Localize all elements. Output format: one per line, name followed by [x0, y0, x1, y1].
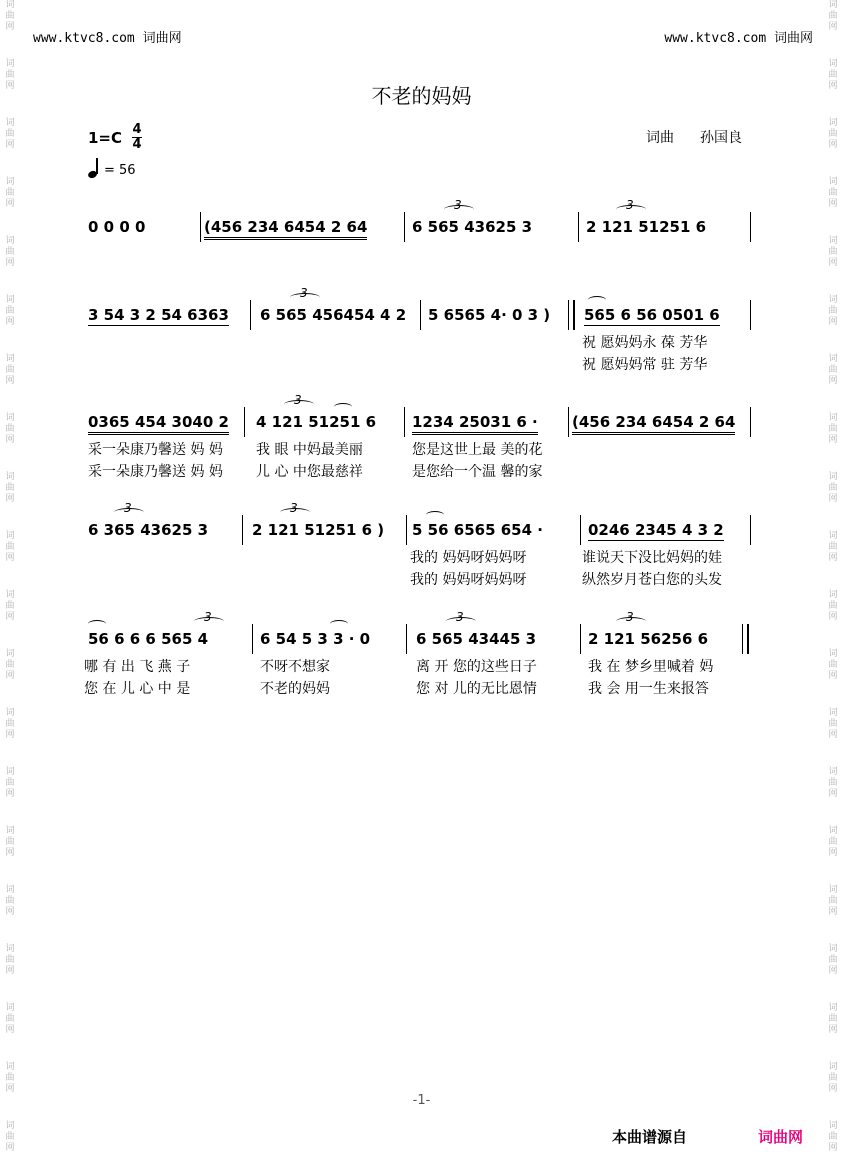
lyric-verse-2: 采一朵康乃馨送 妈 妈 儿 心 中您最慈祥 是您给一个温 馨的家 [88, 464, 543, 480]
watermark-unit: 词 曲 网 [5, 1062, 15, 1094]
watermark-unit: 词 曲 网 [5, 472, 15, 504]
credits [646, 127, 742, 147]
staff-row: 56 6 6 6 565 4 3 6 54 5 3 3 · 0 6 565 43445 3 3 2 121 56256 6 3 [84, 624, 754, 654]
credit-role: 词曲 [646, 130, 674, 146]
music-system-5 [84, 610, 754, 698]
staff-row: 3 54 3 2 54 6363 6 565 456454 4 2 3 5 6565 4· 0 3 ) 565 6 56 0501 6 [84, 300, 754, 330]
watermark-unit: 词 曲 网 [828, 0, 838, 32]
watermark-unit: 词 曲 网 [5, 885, 15, 917]
song-title: 不老的妈妈 [371, 84, 472, 108]
watermark-unit: 词 曲 网 [5, 59, 15, 91]
measure-3: 6 565 43625 3 [412, 218, 533, 236]
measure-1: 6 365 43625 3 [88, 521, 209, 539]
measure-4: 2 121 51251 6 [586, 218, 707, 236]
watermark-unit: 词 曲 网 [5, 590, 15, 622]
measure-4: 565 6 56 0501 6 [584, 306, 720, 324]
music-system-3 [84, 393, 754, 481]
watermark-unit: 词 曲 网 [5, 531, 15, 563]
staff-row: 6 365 43625 3 3 2 121 51251 6 ) 3 5 56 6565 654 · 0246 2345 4 3 2 [84, 515, 754, 545]
lyric-verse-1: 祝 愿妈妈永 葆 芳华 [582, 335, 708, 351]
measure-1: 56 6 6 6 565 4 [88, 630, 209, 648]
key-label: 1=C [88, 128, 123, 147]
watermark-unit: 词 曲 网 [5, 1003, 15, 1035]
quarter-note-icon [88, 158, 100, 178]
lyric-verse-2: 祝 愿妈妈常 驻 芳华 [582, 357, 708, 373]
measure-3: 5 6565 4· 0 3 ) [428, 306, 551, 324]
key-signature [88, 123, 142, 152]
staff-row: 0365 454 3040 2 4 121 51251 6 3 1234 25031 6 · (456 234 6454 2 64 [84, 407, 754, 437]
lyric-verse-2: 我的 妈妈呀妈妈呀 纵然岁月苍白您的头发 [410, 572, 722, 588]
tempo-marking [88, 158, 136, 178]
watermark-unit: 词 曲 网 [5, 826, 15, 858]
footer-source-label: 本曲谱源自 [612, 1128, 688, 1146]
watermark-unit: 词 曲 网 [5, 649, 15, 681]
measure-2: 2 121 51251 6 ) [252, 521, 385, 539]
watermark-unit: 词 曲 网 [828, 649, 838, 681]
watermark-unit: 词 曲 网 [828, 177, 838, 209]
page-number: -1- [412, 1093, 431, 1108]
watermark-unit: 词 曲 网 [828, 1062, 838, 1094]
header-url-left[interactable]: www.ktvc8.com 词曲网 [33, 31, 182, 46]
watermark-unit: 词 曲 网 [5, 1121, 15, 1153]
measure-2: (456 234 6454 2 64 [204, 218, 367, 240]
watermark-unit: 词 曲 网 [828, 472, 838, 504]
watermark-unit: 词 曲 网 [828, 118, 838, 150]
watermark-unit: 词 曲 网 [5, 708, 15, 740]
tempo-value: = 56 [104, 163, 136, 178]
watermark-unit: 词 曲 网 [5, 767, 15, 799]
watermark-unit: 词 曲 网 [828, 1121, 838, 1153]
watermark-unit: 词 曲 网 [828, 885, 838, 917]
measure-1: 0 0 0 0 [88, 218, 146, 236]
measure-2: 6 565 456454 4 2 [260, 306, 407, 324]
watermark-unit: 词 曲 网 [5, 177, 15, 209]
watermark-unit: 词 曲 网 [828, 531, 838, 563]
watermark-unit: 词 曲 网 [828, 236, 838, 268]
lyric-verse-1: 哪 有 出 飞 燕 子 不呀不想家 离 开 您的这些日子 我 在 梦乡里喊着 妈 [84, 659, 714, 675]
watermark-unit: 词 曲 网 [828, 590, 838, 622]
watermark-unit: 词 曲 网 [828, 1003, 838, 1035]
watermark-unit: 词 曲 网 [5, 118, 15, 150]
watermark-unit: 词 曲 网 [5, 413, 15, 445]
watermark-unit: 词 曲 网 [5, 354, 15, 386]
lyric-verse-2: 您 在 儿 心 中 是 不老的妈妈 您 对 儿的无比恩情 我 会 用一生来报答 [84, 681, 709, 697]
measure-1: 3 54 3 2 54 6363 [88, 306, 229, 324]
watermark-unit: 词 曲 网 [828, 354, 838, 386]
music-system-1 [84, 198, 754, 242]
watermark-unit: 词 曲 网 [5, 0, 15, 32]
time-signature: 4 4 [132, 122, 142, 152]
lyric-verse-1: 采一朵康乃馨送 妈 妈 我 眼 中妈最美丽 您是这世上最 美的花 [88, 442, 543, 458]
lyric-verse-1: 我的 妈妈呀妈妈呀 谁说天下没比妈妈的娃 [410, 550, 722, 566]
music-system-4 [84, 501, 754, 589]
measure-3: 1234 25031 6 · [412, 413, 538, 435]
watermark-unit: 词 曲 网 [828, 413, 838, 445]
measure-3: 6 565 43445 3 [416, 630, 537, 648]
watermark-unit: 词 曲 网 [828, 826, 838, 858]
watermark-unit: 词 曲 网 [828, 708, 838, 740]
measure-4: 2 121 56256 6 [588, 630, 709, 648]
measure-3: 5 56 6565 654 · [412, 521, 543, 539]
watermark-unit: 词 曲 网 [828, 944, 838, 976]
measure-2: 6 54 5 3 3 · 0 [260, 630, 371, 648]
measure-4: 0246 2345 4 3 2 [588, 521, 724, 539]
credit-name: 孙国良 [700, 130, 742, 146]
watermark-unit: 词 曲 网 [828, 59, 838, 91]
watermark-unit: 词 曲 网 [5, 236, 15, 268]
watermark-unit: 词 曲 网 [5, 944, 15, 976]
watermark-unit: 词 曲 网 [828, 295, 838, 327]
footer-brand-link[interactable]: 词曲网 [758, 1128, 804, 1146]
watermark-right [825, 0, 841, 1172]
measure-1: 0365 454 3040 2 [88, 413, 229, 435]
watermark-left [2, 0, 18, 1172]
watermark-unit: 词 曲 网 [828, 767, 838, 799]
staff-row: 0 0 0 0 (456 234 6454 2 64 6 565 43625 3 3 2 121 51251 6 3 [84, 212, 754, 242]
header-url-right[interactable]: www.ktvc8.com 词曲网 [664, 31, 813, 46]
measure-4: (456 234 6454 2 64 [572, 413, 735, 435]
watermark-unit: 词 曲 网 [5, 295, 15, 327]
measure-2: 4 121 51251 6 [256, 413, 377, 431]
music-system-2 [84, 286, 754, 374]
